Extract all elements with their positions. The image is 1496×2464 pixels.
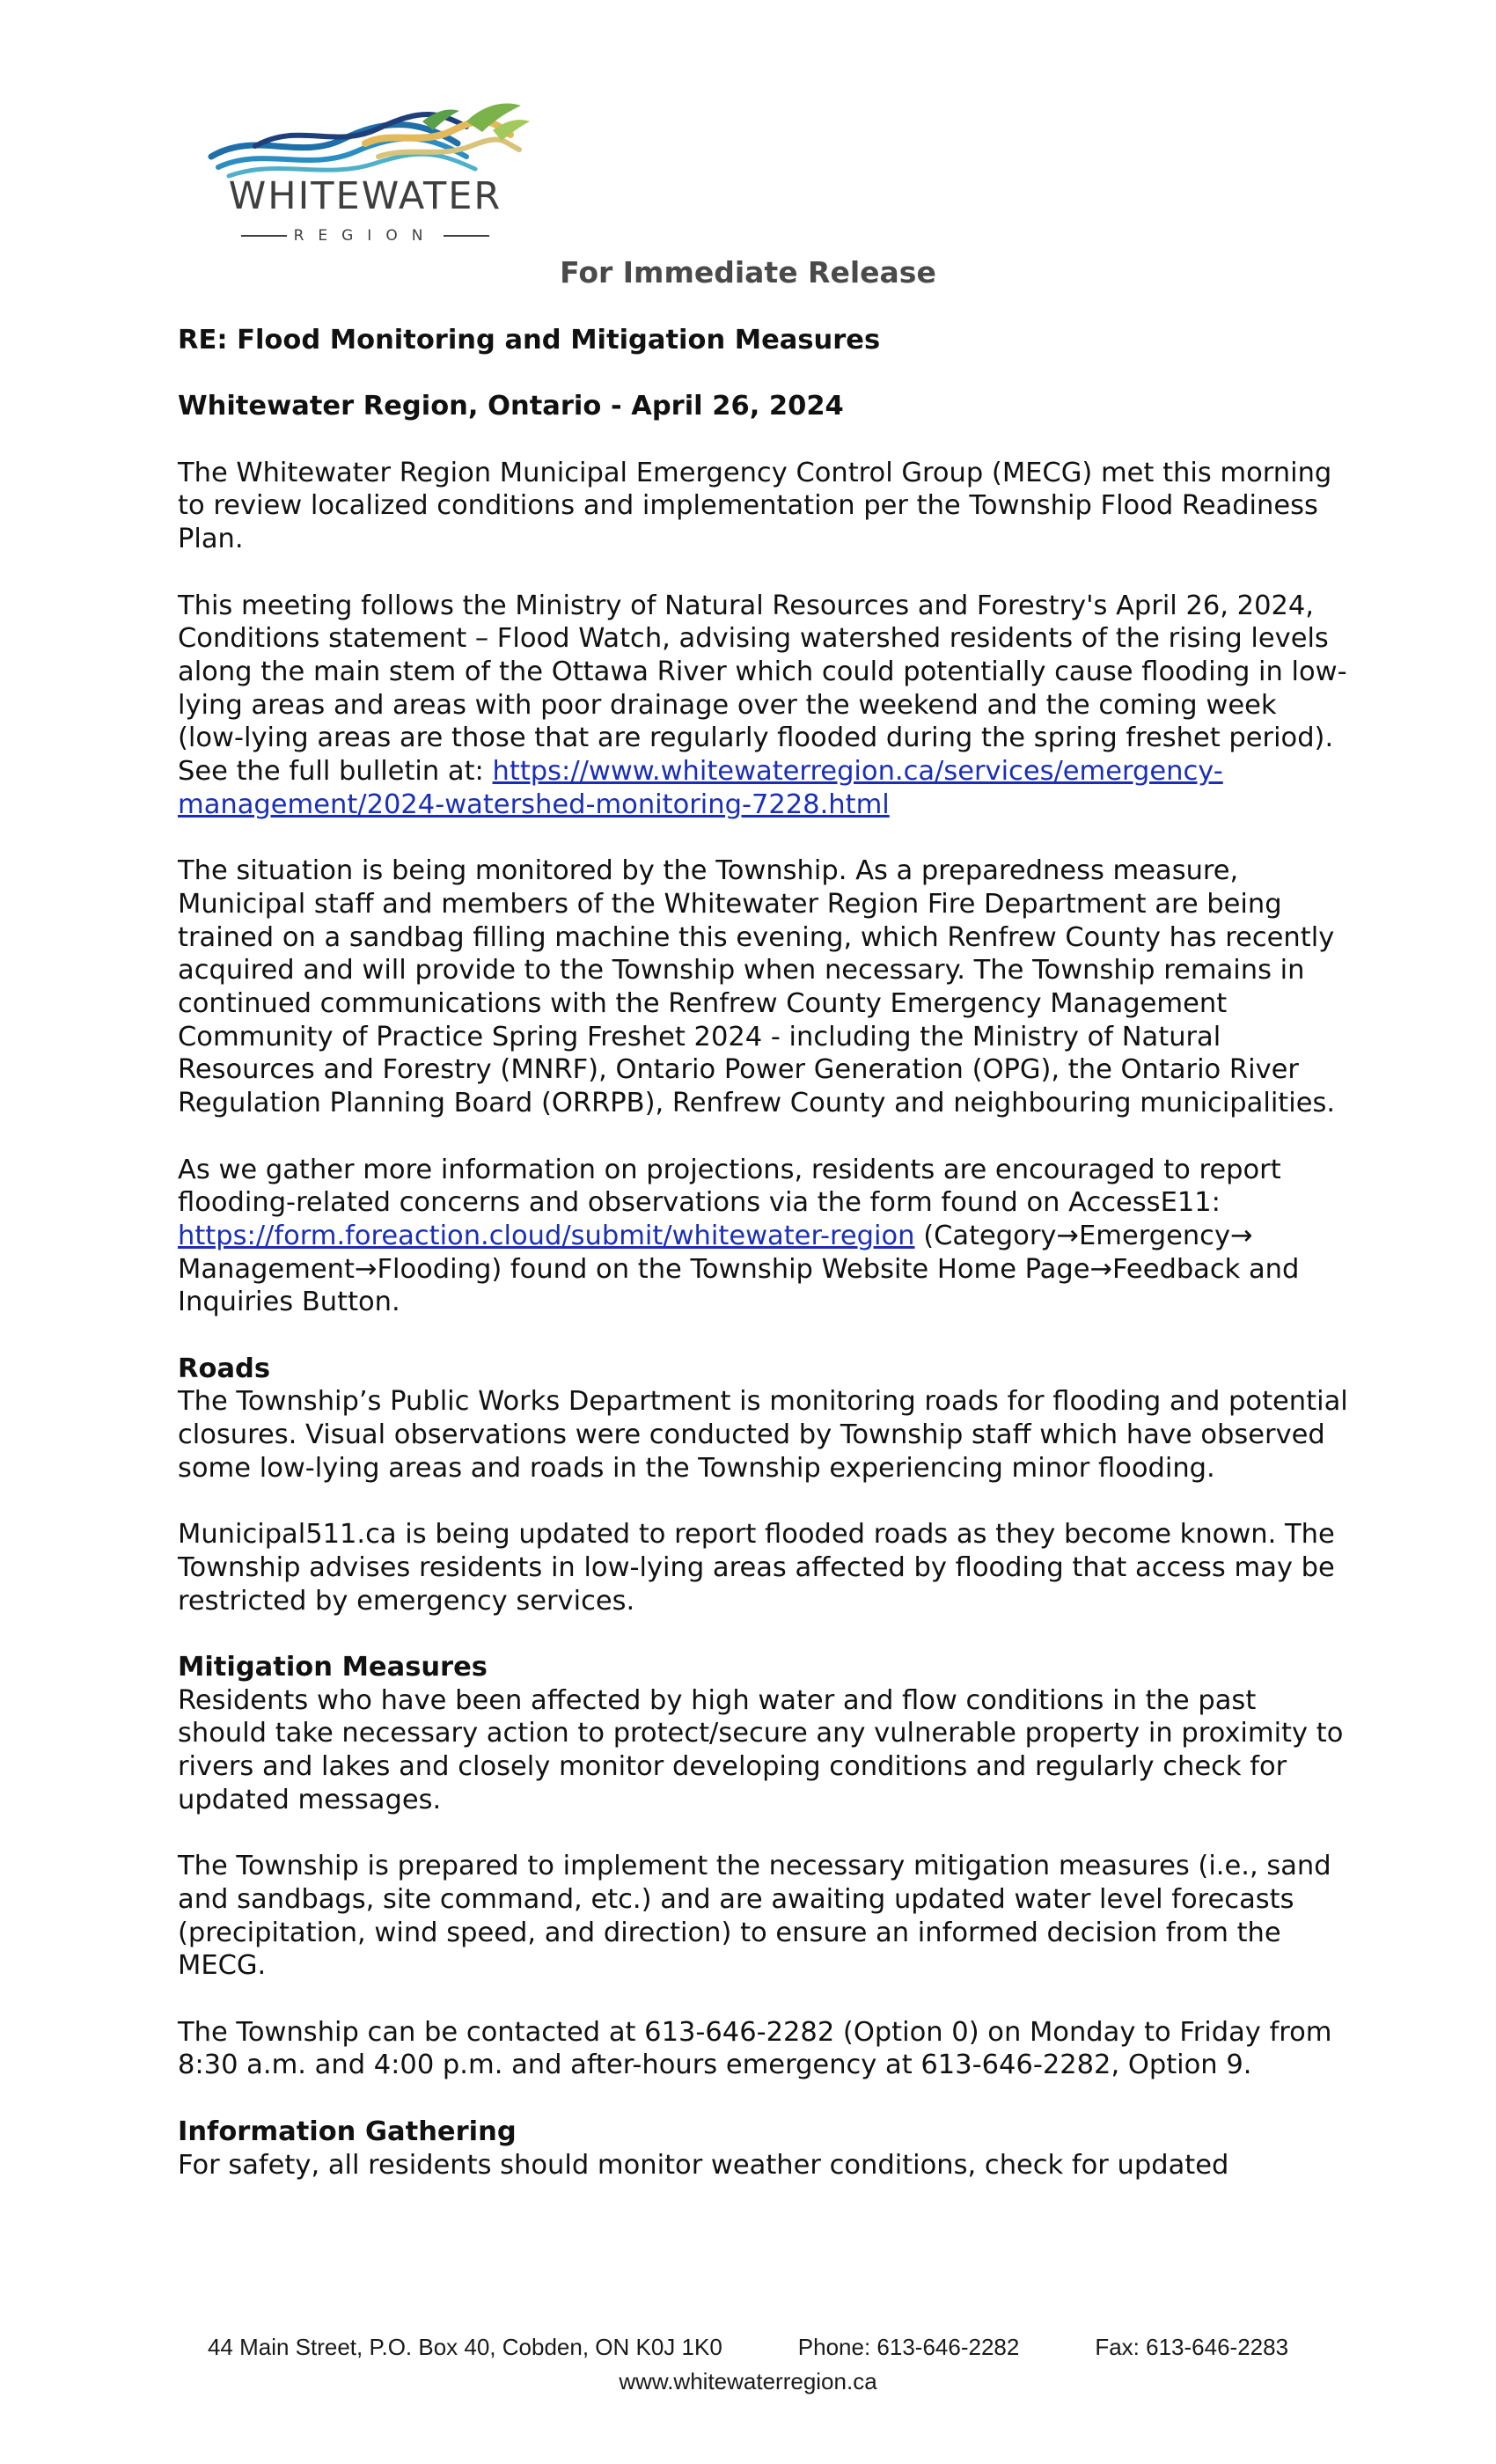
section-heading-mitigation: Mitigation Measures	[178, 1652, 488, 1683]
footer-phone: Phone: 613-646-2282	[797, 2334, 1020, 2360]
logo-waves-graphic	[202, 95, 537, 183]
section-heading-roads: Roads	[178, 1353, 271, 1384]
section-heading-information: Information Gathering	[178, 2116, 517, 2147]
dateline: Whitewater Region, Ontario - April 26, 2024	[178, 391, 844, 422]
footer-fax: Fax: 613-646-2283	[1095, 2334, 1289, 2360]
paragraph-mitigation-2: The Township is prepared to implement the necessary mitigation measures (i.e., sand and sandbags, site command, etc.) and are awaiting updated water level forecasts (precipitation, wind speed, and direction) to ensure an informed decision from the MECG.	[178, 1851, 1331, 1982]
re-line: RE: Flood Monitoring and Mitigation Measures	[178, 325, 881, 356]
paragraph-reporting	[178, 1154, 1348, 1320]
form-link[interactable]: https://form.foreaction.cloud/submit/whitewater-region	[178, 1220, 915, 1251]
paragraph-mitigation-1: Residents who have been affected by high water and flow conditions in the past should take necessary action to protect/secure any vulnerable property in proximity to rivers and lakes and closely monitor developing conditions and regularly check for updated messages.	[178, 1684, 1344, 1815]
paragraph-mitigation-3: The Township can be contacted at 613-646-2282 (Option 0) on Monday to Friday from 8:30 a.m. and 4:00 p.m. and after-hours emergency at 613-646-2282, Option 9.	[178, 2016, 1332, 2081]
paragraph-intro: The Whitewater Region Municipal Emergency Control Group (MECG) met this morning to review localized conditions and implementation per the Township Flood Readiness Plan.	[178, 457, 1332, 555]
logo-wordmark: WHITEWATER	[228, 174, 502, 218]
footer-website[interactable]: www.whitewaterregion.ca	[619, 2368, 877, 2394]
whitewater-region-logo	[202, 95, 537, 249]
paragraph-roads-2: Municipal511.ca is being updated to report flooded roads as they become known. The Township advises residents in low-lying areas affected by flooding that access may be restricted by emergency services.	[178, 1519, 1335, 1617]
document-body	[178, 324, 1348, 2215]
bulletin-link[interactable]: https://www.whitewaterregion.ca/services/emergency-management/2024-watershed-monitoring-7228.html	[178, 756, 1223, 820]
paragraph-preparedness: The situation is being monitored by the Township. As a preparedness measure, Municipal staff and members of the Whitewater Region Fire Department are being trained on a sandbag filling machine this evening, which Renfrew County has recently acquired and will provide to the Township when necessary. The Township remains in continued communications with the Renfrew County Emergency Management Community of Practice Spring Freshet 2024 - including the Ministry of Natural Resources and Forestry (MNRF), Ontario Power Generation (OPG), the Ontario River Regulation Planning Board (ORRPB), Renfrew County and neighbouring municipalities.	[178, 855, 1336, 1119]
paragraph-information-1: For safety, all residents should monitor weather conditions, check for updated	[178, 2149, 1229, 2181]
paragraph-roads-1: The Township’s Public Works Department is monitoring roads for flooding and potential closures. Visual observations were conducted by Township staff which have observed some low-lying areas and roads in the Township experiencing minor flooding.	[178, 1386, 1348, 1484]
paragraph-text: As we gather more information on projections, residents are encouraged to report flooding-related concerns and observations via the form found on AccessE11:	[178, 1154, 1281, 1219]
paragraph-flood-watch	[178, 590, 1348, 822]
paragraph-tail: (Category→Emergency→ Management→Flooding) found on the Township Website Home Page→Feedback and Inquiries Button.	[178, 1220, 1300, 1318]
release-label: For Immediate Release	[560, 255, 936, 290]
footer-address: 44 Main Street, P.O. Box 40, Cobden, ON K0J 1K0	[207, 2334, 722, 2360]
paragraph-text: This meeting follows the Ministry of Natural Resources and Forestry's April 26, 2024, Conditions statement – Flood Watch, advising watershed residents of the rising levels along the main stem of the Ottawa River which could potentially cause flooding in low-lying areas and areas with poor drainage over the weekend and the coming week (low-lying areas are those that are regularly flooded during the spring freshet period). See the full bulletin at:	[178, 590, 1347, 788]
footer-contact-row	[0, 2334, 1496, 2361]
page-footer	[0, 2334, 1496, 2395]
logo-subtitle: REGION	[202, 227, 528, 245]
